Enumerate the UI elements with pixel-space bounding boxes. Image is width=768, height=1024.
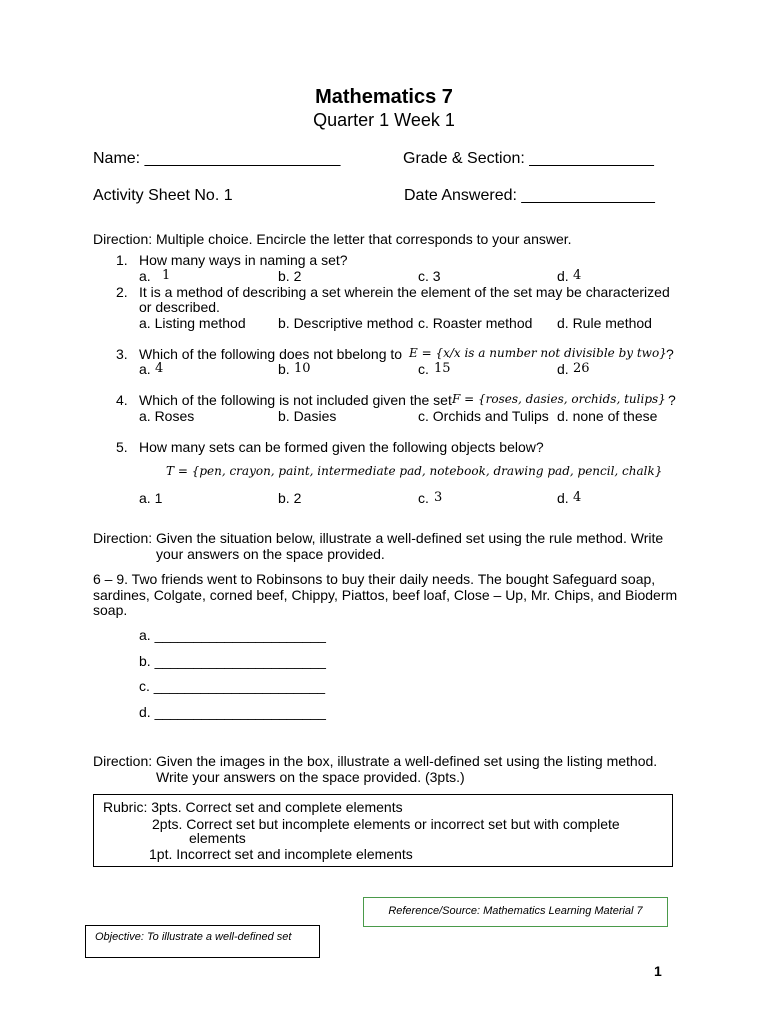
rubric-line-2pts: 2pts. Correct set but incomplete elements or incorrect set but with complete <box>152 816 620 832</box>
answer-blank-a: a. ______________________ <box>139 627 326 643</box>
grade-section-field: Grade & Section: ______________ <box>403 150 654 167</box>
reference-text: Reference/Source: Mathematics Learning Material 7 <box>388 905 643 917</box>
q4-option-c: c. Orchids and Tulips <box>418 408 549 424</box>
question-number: 3. <box>116 346 128 362</box>
direction-rule-method-cont: your answers on the space provided. <box>156 546 385 562</box>
q4-option-d: d. none of these <box>557 408 658 424</box>
direction-listing-method: Direction: Given the images in the box, illustrate a well-defined set using the listing method. <box>93 753 658 769</box>
question-4-text: Which of the following is not included given the set <box>139 392 452 408</box>
date-answered-field: Date Answered: _______________ <box>404 187 655 204</box>
objective-text: Objective: To illustrate a well-defined set <box>95 931 292 943</box>
reference-box <box>363 897 668 927</box>
q2-option-a: a. Listing method <box>139 315 246 331</box>
page-subtitle: Quarter 1 Week 1 <box>313 110 455 130</box>
q4-option-b: b. Dasies <box>278 408 337 424</box>
q3-option-c-label: c. <box>418 361 429 377</box>
q5-option-c-value: 3 <box>434 490 443 505</box>
direction-rule-method: Direction: Given the situation below, illustrate a well-defined set using the rule method. Write <box>93 530 664 546</box>
situation-text: soap. <box>93 602 128 618</box>
q3-option-a-value: 4 <box>155 361 164 376</box>
rubric-line-1pt: 1pt. Incorrect set and incomplete elements <box>149 846 413 862</box>
question-3-end: ? <box>666 346 674 362</box>
answer-blank-b: b. ______________________ <box>139 653 326 669</box>
q5-option-a: a. 1 <box>139 490 163 506</box>
question-number: 5. <box>116 439 128 455</box>
question-number: 1. <box>116 252 128 268</box>
q3-option-d-label: d. <box>557 361 569 377</box>
q1-option-c: c. 3 <box>418 268 441 284</box>
set-t-notation: T = {pen, crayon, paint, intermediate pad, notebook, drawing pad, pencil, chalk} <box>166 464 663 478</box>
direction-listing-method-cont: Write your answers on the space provided. (3pts.) <box>156 769 465 785</box>
q3-option-d-value: 26 <box>573 361 590 376</box>
q1-option-b: b. 2 <box>278 268 302 284</box>
activity-sheet-label: Activity Sheet No. 1 <box>93 187 233 204</box>
question-4-end: ? <box>668 392 676 408</box>
question-2-text-cont: or described. <box>139 299 220 315</box>
q1-option-d-value: 4 <box>573 268 582 283</box>
q1-option-a-label: a. <box>139 268 151 284</box>
page-number: 1 <box>654 963 662 979</box>
q4-option-a: a. Roses <box>139 408 195 424</box>
q1-option-a-value: 1 <box>162 268 171 283</box>
answer-blank-d: d. ______________________ <box>139 704 326 720</box>
set-e-notation: E = {x/x is a number not divisible by two} <box>409 346 667 360</box>
q5-option-b: b. 2 <box>278 490 302 506</box>
q3-option-b-value: 10 <box>294 361 311 376</box>
set-f-notation: F = {roses, dasies, orchids, tulips} <box>452 392 666 406</box>
situation-text: sardines, Colgate, corned beef, Chippy, Piattos, beef loaf, Close – Up, Mr. Chips, and Bioderm <box>93 587 678 603</box>
question-3-text: Which of the following does not bbelong to <box>139 346 403 362</box>
q5-option-d-label: d. <box>557 490 569 506</box>
objective-box <box>85 925 320 958</box>
rubric-box <box>93 794 673 867</box>
q5-option-c-label: c. <box>418 490 429 506</box>
q3-option-a-label: a. <box>139 361 151 377</box>
q2-option-b: b. Descriptive method <box>278 315 414 331</box>
question-1-text: How many ways in naming a set? <box>139 252 348 268</box>
q2-option-d: d. Rule method <box>557 315 652 331</box>
name-field: Name: ______________________ <box>93 150 341 167</box>
q3-option-b-label: b. <box>278 361 290 377</box>
question-5-text: How many sets can be formed given the following objects below? <box>139 439 544 455</box>
rubric-line-3pts: Rubric: 3pts. Correct set and complete elements <box>103 799 403 815</box>
q2-option-c: c. Roaster method <box>418 315 533 331</box>
q5-option-d-value: 4 <box>573 490 582 505</box>
q1-option-d-label: d. <box>557 268 569 284</box>
answer-blank-c: c. ______________________ <box>139 678 326 694</box>
q3-option-c-value: 15 <box>434 361 451 376</box>
question-number: 2. <box>116 284 128 300</box>
direction-multiple-choice: Direction: Multiple choice. Encircle the letter that corresponds to your answer. <box>93 231 572 247</box>
situation-text: 6 – 9. Two friends went to Robinsons to buy their daily needs. The bought Safeguard soap, <box>93 571 656 587</box>
rubric-line-2pts-cont: elements <box>189 830 246 846</box>
page-title: Mathematics 7 <box>315 86 453 108</box>
question-number: 4. <box>116 392 128 408</box>
question-2-text: It is a method of describing a set wherein the element of the set may be characterized <box>139 284 670 300</box>
